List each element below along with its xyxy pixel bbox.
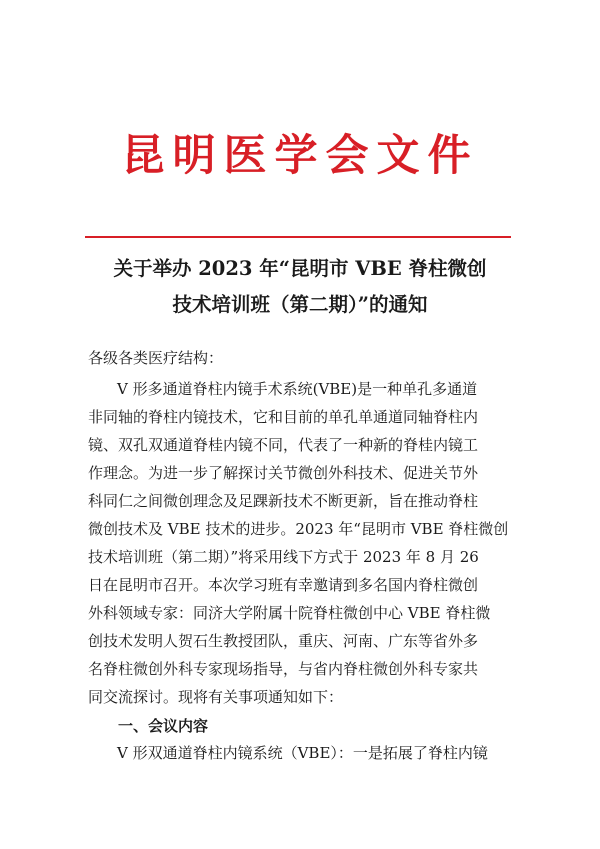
body-line-10: 创技术发明人贺石生教授团队，重庆、河南、广东等省外多 [88,632,479,650]
notice-title-line-2: 技术培训班（第二期）”的通知 [172,293,428,316]
red-header-rule [85,236,511,238]
body-line-7: 技术培训班（第二期）”将采用线下方式于 2023 年 8 月 26 [88,548,479,566]
notice-title-line-1: 关于举办 2023 年“昆明市 VBE 脊柱微创 [113,257,487,280]
section-heading-meeting-content: 一、会议内容 [118,717,209,735]
body-line-6: 微创技术及 VBE 技术的进步。2023 年“昆明市 VBE 脊柱微创 [88,520,509,538]
body-line-11: 名脊柱微创外科专家现场指导，与省内脊柱微创外科专家共 [88,660,479,678]
body-line-8: 日在昆明市召开。本次学习班有幸邀请到多名国内脊柱微创 [88,576,479,594]
body-line-4: 作理念。为进一步了解探讨关节微创外科技术、促进关节外 [88,464,479,482]
issuer-header-title: 昆明医学会文件 [121,131,479,181]
body-line-12: 同交流探讨。现将有关事项通知如下： [88,688,344,706]
body-line-1: V 形多通道脊柱内镜手术系统(VBE)是一种单孔多通道 [117,380,478,398]
body-line-3: 镜、双孔双通道脊桂内镜不同，代表了一种新的脊桂内镜工 [88,436,479,454]
body-line-9: 外科领域专家：同济大学附属十院脊柱微创中心 VBE 脊柱微 [88,604,491,622]
section-1-first-line: V 形双通道脊柱内镜系统（VBE）：一是拓展了脊柱内镜 [117,744,488,762]
body-line-2: 非同轴的脊柱内镜技术，它和目前的单孔单通道同轴脊柱内 [88,408,479,426]
salutation: 各级各类医疗结构： [88,349,224,367]
notice-title [40,251,560,323]
body-line-5: 科同仁之间微创理念及足踝新技术不断更新，旨在推动脊柱 [88,492,479,510]
